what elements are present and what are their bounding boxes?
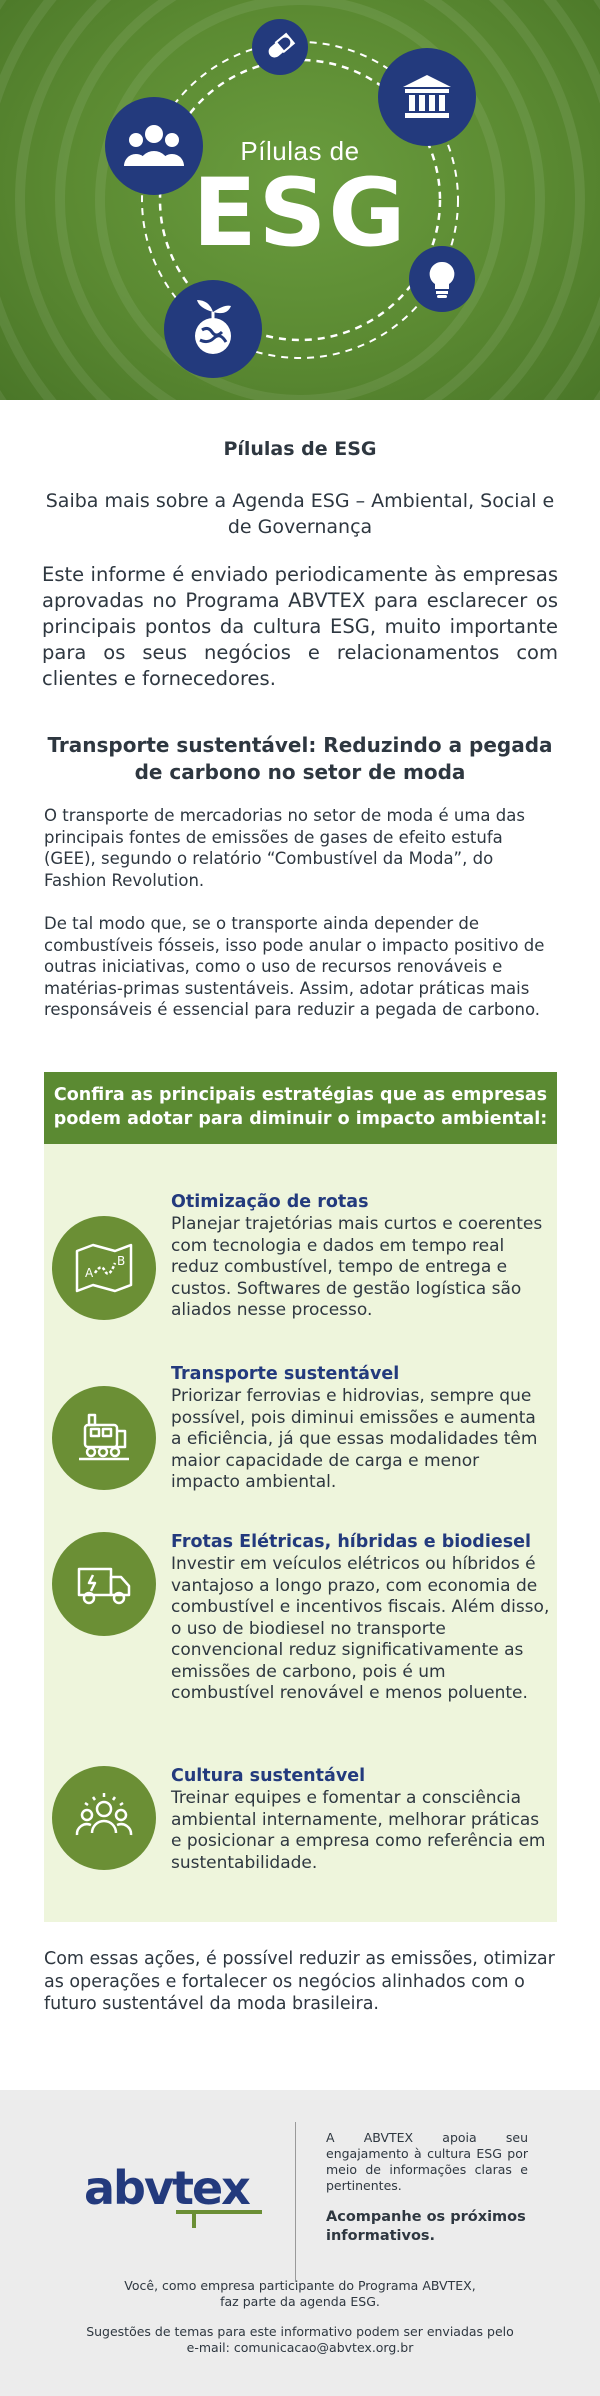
footer-suggestion-line-1: Sugestões de temas para este informativo podem ser enviadas pelo <box>86 2324 514 2339</box>
pill-icon <box>252 19 308 75</box>
footer-participant-line-2: faz parte da agenda ESG. <box>220 2294 380 2309</box>
bank-icon <box>378 48 476 146</box>
closing-paragraph: Com essas ações, é possível reduzir as emissões, otimizar as operações e fortalecer os negócios alinhados com o futuro sustentável da moda brasileira. <box>44 1949 555 2014</box>
strategy-item <box>44 1532 557 1732</box>
footer-participant-line-1: Você, como empresa participante do Programa ABVTEX, <box>124 2278 476 2293</box>
strategy-item <box>44 1364 557 1514</box>
svg-text:B: B <box>117 1254 126 1268</box>
footer-follow-text: Acompanhe os próximos informativos. <box>326 2209 526 2244</box>
strategies-header: Confira as principais estratégias que as empresas podem adotar para diminuir o impacto ambiental: <box>44 1072 557 1144</box>
logo-text: abvtex <box>84 2161 249 2215</box>
strategy-title: Otimização de rotas <box>171 1192 369 1212</box>
strategy-text: Investir em veículos elétricos ou híbridos é vantajoso a longo prazo, com economia de combustível e incentivos fiscais. Além disso, o uso de biodiesel no transporte convencional reduz significativamente as emissões de carbono, pois é um combustível renovável e menos poluente. <box>171 1554 550 1703</box>
abvtex-logo <box>84 2152 264 2232</box>
article-title: Transporte sustentável: Reduzindo a pegada de carbono no setor de moda <box>47 733 553 784</box>
team-icon <box>52 1766 156 1870</box>
people-icon <box>105 97 203 195</box>
footer-divider <box>295 2122 296 2282</box>
lightbulb-icon <box>409 246 475 312</box>
train-icon <box>52 1386 156 1490</box>
truck-icon <box>52 1532 156 1636</box>
strategy-title: Transporte sustentável <box>171 1364 400 1384</box>
strategy-text: Priorizar ferrovias e hidrovias, sempre que possível, pois diminui emissões e aumenta a eficiência, já que essas modalidades têm maior capacidade de carga e menor impacto ambiental. <box>171 1386 538 1492</box>
strategy-item <box>44 1766 557 1886</box>
hero-title: ESG <box>192 159 408 268</box>
strategies-box <box>44 1144 557 1922</box>
footer-support-text: A ABVTEX apoia seu engajamento à cultura ESG por meio de informações claras e pertinentes. <box>326 2130 528 2193</box>
route-map-icon <box>52 1216 156 1320</box>
article-paragraph-2: De tal modo que, se o transporte ainda depender de combustíveis fósseis, isso pode anular o impacto positivo de outras iniciativas, como o uso de recursos renováveis e matérias-primas sustentáveis. Assim, adotar práticas mais responsáveis é essencial para reduzir a pegada de carbono. <box>44 914 545 1019</box>
hero-banner <box>0 0 600 400</box>
article-paragraph-1: O transporte de mercadorias no setor de moda é uma das principais fontes de emissões de gases de efeito estufa (GEE), segundo o relatório “Combustível da Moda”, do Fashion Revolution. <box>44 806 525 890</box>
newsletter-subheading: Saiba mais sobre a Agenda ESG – Ambiental, Social e de Governança <box>45 490 555 538</box>
earth-plant-icon <box>164 280 262 378</box>
newsletter-heading: Pílulas de ESG <box>223 438 377 460</box>
footer-email-line[interactable]: e-mail: comunicacao@abvtex.org.br <box>186 2340 414 2355</box>
footer <box>0 2090 600 2396</box>
intro-paragraph: Este informe é enviado periodicamente às empresas aprovadas no Programa ABVTEX para esclarecer os principais pontos da cultura ESG, muito importante para os seus negócios e relacionamentos com clientes e fornecedores. <box>42 563 558 690</box>
strategy-item <box>44 1192 557 1342</box>
hero-subtitle: Pílulas de <box>240 136 360 166</box>
strategy-text: Treinar equipes e fomentar a consciência ambiental internamente, melhorar práticas e posicionar a empresa como referência em sustentabilidade. <box>171 1788 546 1873</box>
strategy-title: Frotas Elétricas, híbridas e biodiesel <box>171 1532 531 1552</box>
strategy-text: Planejar trajetórias mais curtos e coerentes com tecnologia e dados em tempo real reduz combustível, tempo de entrega e custos. Softwares de gestão logística são aliados nesse processo. <box>171 1214 543 1320</box>
strategy-title: Cultura sustentável <box>171 1766 366 1786</box>
svg-text:A: A <box>85 1266 94 1280</box>
